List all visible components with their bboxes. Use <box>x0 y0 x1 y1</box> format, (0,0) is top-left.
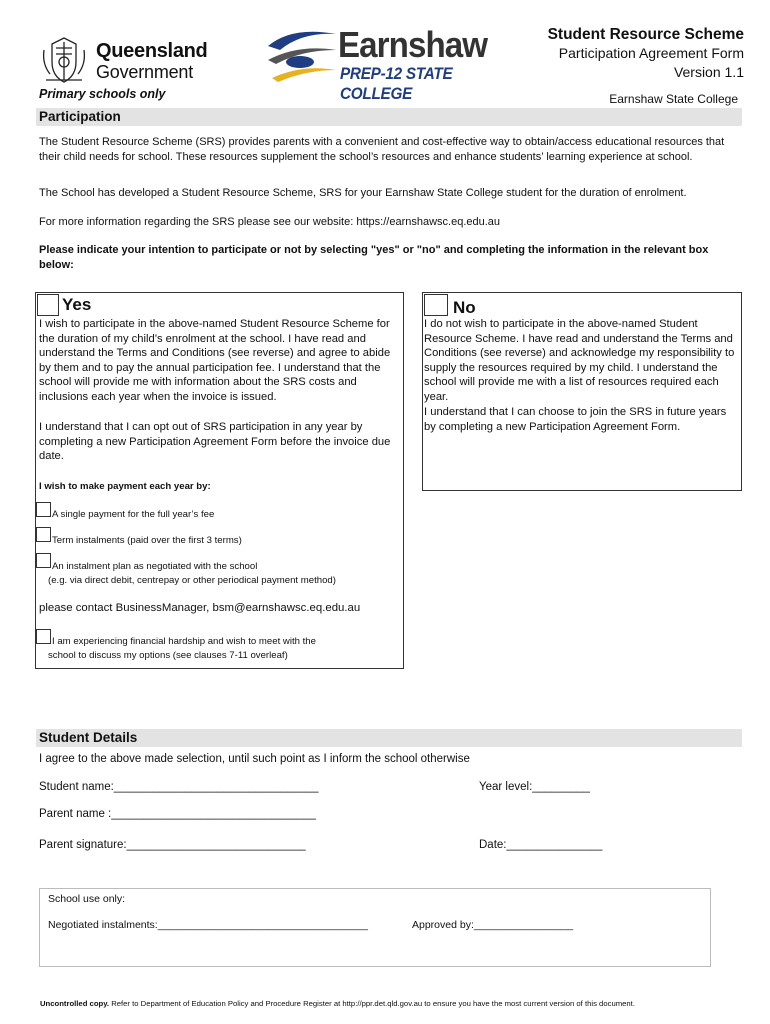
participation-instruction: Please indicate your intention to participate or not by selecting "yes" or "no" and completing the information in the relevant box below: <box>39 244 709 271</box>
yes-checkbox[interactable] <box>37 294 59 316</box>
no-label: No <box>453 298 476 317</box>
approved-by-field[interactable]: Approved by:_________________ <box>412 919 574 931</box>
option4-label-line1: I am experiencing financial hardship and wish to meet with the <box>52 636 316 647</box>
student-name-field[interactable]: Student name:________________________________ <box>39 781 319 793</box>
option3-checkbox[interactable] <box>36 553 51 568</box>
yes-text1: I wish to participate in the above-named Student Resource Scheme for the duration of my child’s enrolment at the school. I have read and understand the Terms and Conditions (see reverse) and agree to abide by them and to pay the annual participation fee. I understand that the school will provide me with information about the SRS costs and inclusions each year when the invoice is issued. <box>39 318 391 403</box>
payment-heading: I wish to make payment each year by: <box>39 481 211 492</box>
parent-name-field[interactable]: Parent name :________________________________ <box>39 808 316 820</box>
school-use-title: School use only: <box>48 893 126 905</box>
participation-para1: The Student Resource Scheme (SRS) provides parents with a convenient and cost-effective way to obtain/access educational resources that their child needs for school. These resources supplement the school’s resources and enhance students’ learning experience at school. <box>39 136 725 163</box>
option2-label: Term instalments (paid over the first 3 terms) <box>52 535 242 546</box>
participation-para2-line2: For more information regarding the SRS please see our website: https://earnshawsc.eq.edu.au <box>39 216 501 228</box>
qld-crest-icon <box>38 34 90 86</box>
student-details-heading-bar <box>36 729 742 747</box>
business-manager-contact: please contact BusinessManager, bsm@earnshawsc.eq.edu.au <box>39 602 361 614</box>
negotiated-instalments-field[interactable]: Negotiated instalments:____________________________________ <box>48 919 368 931</box>
footer-text: Refer to Department of Education Policy and Procedure Register at http://ppr.det.qld.gov.au to ensure you have the most current version of this document. <box>109 999 635 1008</box>
option4-label-line2: school to discuss my options (see clauses 7-11 overleaf) <box>48 650 288 661</box>
no-text2: I understand that I can choose to join the SRS in future years by completing a new Participation Agreement Form. <box>424 406 727 433</box>
yes-label: Yes <box>62 295 92 314</box>
form-version: Version 1.1 <box>673 64 744 80</box>
footer-note <box>40 999 635 1008</box>
option1-label: A single payment for the full year’s fee <box>52 509 215 520</box>
no-text1: I do not wish to participate in the above-named Student Resource Scheme. I have read and understand the Terms and Conditions (see reverse) and acknowledge my responsibility to supply the resources required by my child. I understand the school will provide me with a list of resources required each year. <box>424 318 735 403</box>
agree-statement: I agree to the above made selection, until such point as I inform the school otherwise <box>39 753 470 765</box>
footer-bold: Uncontrolled copy. <box>40 999 110 1008</box>
earnshaw-logo <box>262 24 520 103</box>
earnshaw-subtitle: PREP-12 STATE COLLEGE <box>340 64 453 103</box>
date-field[interactable]: Date:_______________ <box>479 839 603 851</box>
qld-line2: Government <box>96 62 194 82</box>
qld-government-logo <box>38 34 208 86</box>
participation-heading: Participation <box>39 109 121 124</box>
year-level-field[interactable]: Year level:_________ <box>479 781 590 793</box>
earnshaw-swoosh-icon <box>262 24 340 88</box>
participation-heading-bar <box>36 108 742 126</box>
option3-label-line1: An instalment plan as negotiated with the school <box>52 561 258 572</box>
participation-para2-line1: The School has developed a Student Resource Scheme, SRS for your Earnshaw State College student for the duration of enrolment. <box>39 187 687 199</box>
option2-checkbox[interactable] <box>36 527 51 542</box>
yes-text2: I understand that I can opt out of SRS participation in any year by completing a new Participation Agreement Form before the invoice due date. <box>39 421 391 463</box>
parent-signature-field[interactable]: Parent signature:____________________________ <box>39 839 306 851</box>
qld-line1: Queensland <box>96 40 208 62</box>
no-checkbox[interactable] <box>424 294 448 316</box>
form-subtitle: Participation Agreement Form <box>558 45 744 61</box>
form-title: Student Resource Scheme <box>547 26 744 43</box>
primary-note: Primary schools only <box>39 87 166 101</box>
school-name: Earnshaw State College <box>609 92 738 106</box>
option1-checkbox[interactable] <box>36 502 51 517</box>
student-details-heading: Student Details <box>39 730 138 745</box>
option4-checkbox[interactable] <box>36 629 51 644</box>
earnshaw-wordmark: Earnshaw <box>338 24 488 65</box>
option3-label-line2: (e.g. via direct debit, centrepay or other periodical payment method) <box>48 575 336 586</box>
